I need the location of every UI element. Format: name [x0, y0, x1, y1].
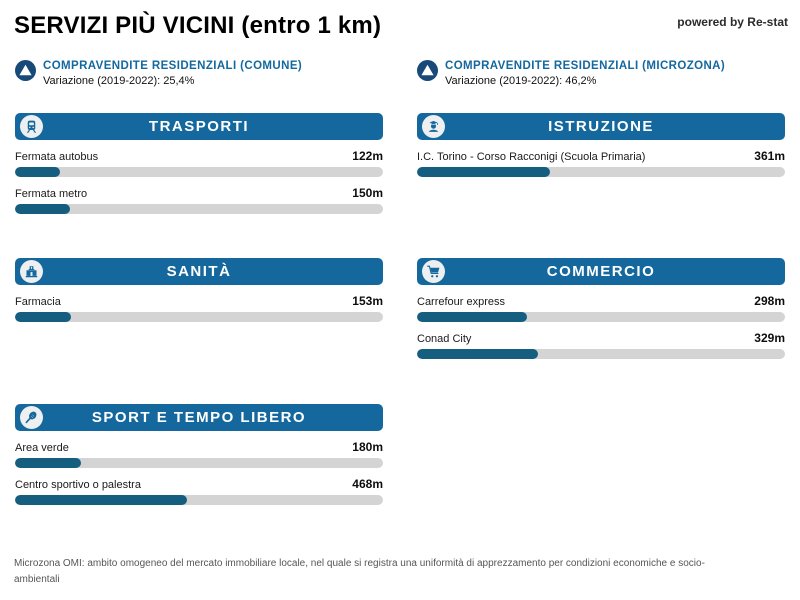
list-item — [15, 477, 383, 505]
card-commercio — [417, 258, 785, 359]
distance-bar-track — [417, 349, 785, 359]
up-triangle-icon — [15, 60, 36, 81]
stat-compravendite-microzona — [417, 60, 785, 87]
stat-subtitle: Variazione (2019-2022): 25,4% — [43, 75, 195, 87]
item-distance: 122m — [352, 149, 383, 163]
item-label: Area verde — [15, 442, 69, 454]
card-title: TRASPORTI — [148, 118, 250, 135]
powered-by-label: powered by Re-stat — [677, 15, 788, 29]
card-header — [15, 258, 383, 285]
distance-bar-fill — [15, 167, 60, 177]
list-item — [15, 149, 383, 177]
distance-bar-fill — [15, 458, 81, 468]
student-icon — [422, 115, 445, 138]
item-label: Carrefour express — [417, 296, 506, 308]
item-distance: 329m — [754, 331, 785, 345]
distance-bar-fill — [15, 495, 187, 505]
card-istruzione — [417, 113, 785, 177]
list-item — [15, 440, 383, 468]
item-label: Centro sportivo o palestra — [15, 479, 141, 491]
distance-bar-track — [15, 495, 383, 505]
stat-title: COMPRAVENDITE RESIDENZIALI (COMUNE) — [43, 60, 303, 72]
card-trasporti — [15, 113, 383, 214]
footer-note: Microzona OMI: ambito omogeneo del mercato immobiliare locale, nel quale si registra una uniformità di apprezzamento per condizioni economiche e socio-ambientali — [14, 558, 705, 585]
list-item — [15, 294, 383, 322]
item-label: I.C. Torino - Corso Racconigi (Scuola Primaria) — [417, 151, 646, 163]
item-distance: 468m — [352, 477, 383, 491]
card-header — [15, 404, 383, 431]
card-title: ISTRUZIONE — [548, 118, 654, 135]
item-label: Conad City — [417, 333, 472, 345]
card-sanita — [15, 258, 383, 322]
card-sport-tempo-libero — [15, 404, 383, 505]
list-item — [417, 331, 785, 359]
card-header — [417, 258, 785, 285]
cart-icon — [422, 260, 445, 283]
distance-bar-fill — [15, 312, 71, 322]
tennis-racket-icon — [20, 406, 43, 429]
item-distance: 153m — [352, 294, 383, 308]
page-title: SERVIZI PIÙ VICINI (entro 1 km) — [14, 12, 382, 39]
distance-bar-fill — [15, 204, 70, 214]
card-title: COMMERCIO — [546, 263, 656, 280]
stat-title: COMPRAVENDITE RESIDENZIALI (MICROZONA) — [445, 60, 726, 72]
distance-bar-fill — [417, 167, 550, 177]
distance-bar-track — [15, 167, 383, 177]
item-distance: 361m — [754, 149, 785, 163]
card-title: SANITÀ — [166, 263, 232, 280]
item-distance: 150m — [352, 186, 383, 200]
hospital-icon — [20, 260, 43, 283]
list-item — [417, 149, 785, 177]
distance-bar-fill — [417, 349, 538, 359]
item-label: Fermata metro — [15, 188, 88, 200]
item-label: Farmacia — [15, 296, 61, 308]
item-label: Fermata autobus — [15, 151, 99, 163]
distance-bar-track — [417, 167, 785, 177]
up-triangle-icon — [417, 60, 438, 81]
distance-bar-track — [15, 312, 383, 322]
card-title: SPORT E TEMPO LIBERO — [91, 409, 307, 426]
train-icon — [20, 115, 43, 138]
distance-bar-track — [15, 458, 383, 468]
list-item — [15, 186, 383, 214]
distance-bar-track — [417, 312, 785, 322]
stat-subtitle: Variazione (2019-2022): 46,2% — [445, 75, 597, 87]
stat-compravendite-comune — [15, 60, 383, 87]
card-header — [417, 113, 785, 140]
item-distance: 180m — [352, 440, 383, 454]
distance-bar-track — [15, 204, 383, 214]
distance-bar-fill — [417, 312, 527, 322]
item-distance: 298m — [754, 294, 785, 308]
list-item — [417, 294, 785, 322]
card-header — [15, 113, 383, 140]
